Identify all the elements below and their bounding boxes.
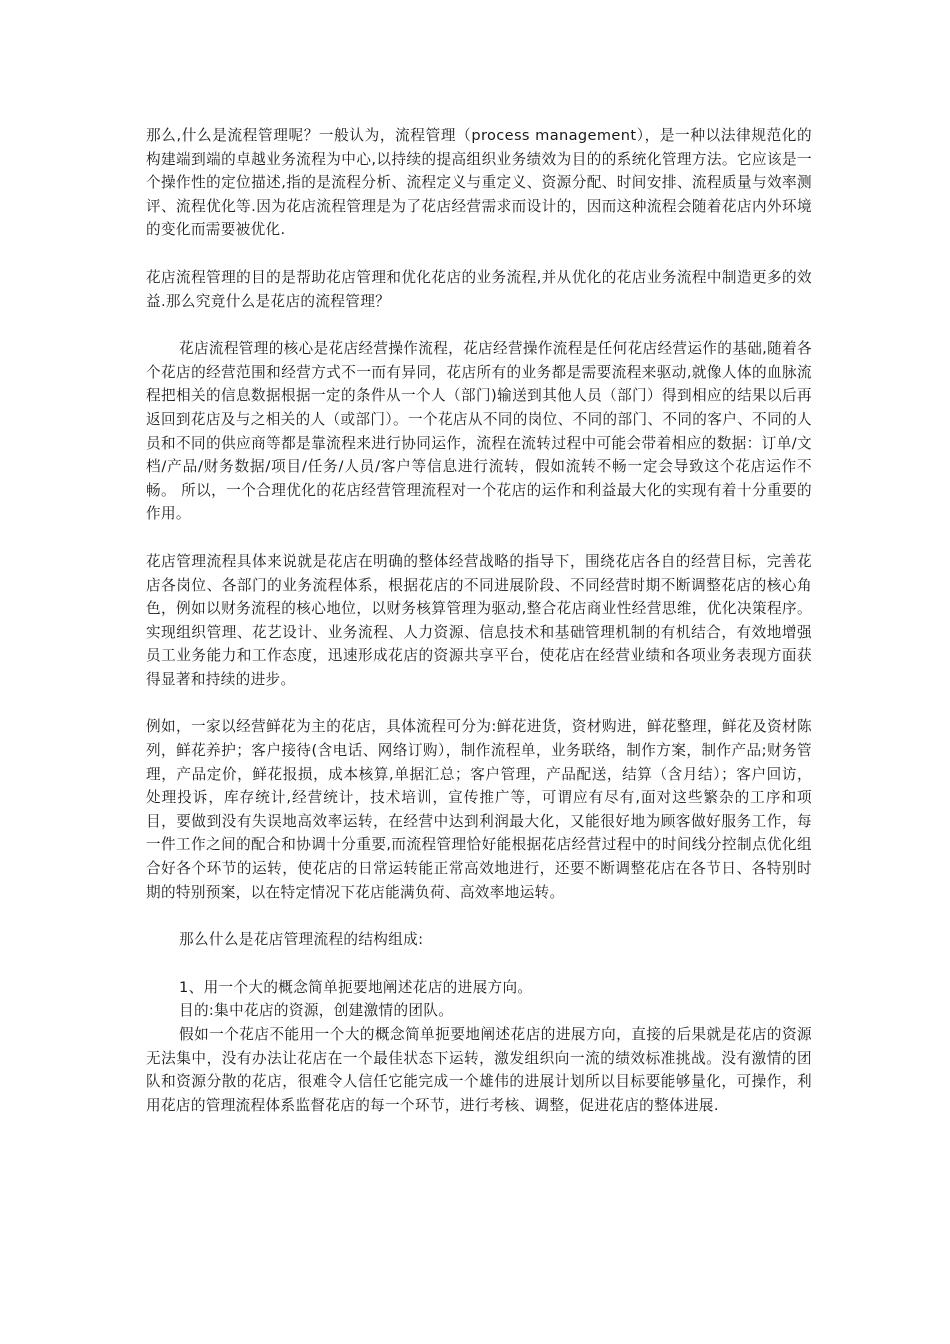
paragraph-core: 花店流程管理的核心是花店经营操作流程，花店经营操作流程是任何花店经营运作的基础,随着各个花店的经营范围和经营方式不一而有异同，花店所有的业务都是需要流程来驱动,就像人体的血脉流程把相关的信息数据根据一定的条件从一个人（部门)输送到其他人员（部门）得到相应的结果以后再返回到花店及与之相关的人（或部门）。一个花店从不同的岗位、不同的部门、不同的客户、不同的人员和不同的供应商等都是靠流程来进行协同运作，流程在流转过程中可能会带着相应的数据：订单/文档/产品/财务数据/项目/任务/人员/客户等信息进行流转，假如流转不畅一定会导致这个花店运作不畅。 所以，一个合理优化的花店经营管理流程对一个花店的运作和利益最大化的实现有着十分重要的作用。 — [146, 340, 812, 523]
document-body — [146, 124, 812, 1117]
section-heading-structure: 那么什么是花店管理流程的结构组成: — [179, 931, 424, 949]
list-item-1: 1、用一个大的概念简单扼要地阐述花店的进展方向。 — [179, 978, 533, 996]
paragraph-explanation: 假如一个花店不能用一个大的概念简单扼要地阐述花店的进展方向，直接的后果就是花店的资源无法集中，没有办法让花店在一个最佳状态下运转，激发组织向一流的绩效标准挑战。没有激情的团队和资源分散的花店，很难令人信任它能完成一个雄伟的进展计划所以目标要能够量化，可操作，利用花店的管理流程体系监督花店的每一个环节，进行考核、调整，促进花店的整体进展. — [146, 1026, 812, 1114]
list-item-1-purpose: 目的:集中花店的资源，创建激情的团队。 — [179, 1002, 454, 1020]
paragraph-purpose: 花店流程管理的目的是帮助花店管理和优化花店的业务流程,并从优化的花店业务流程中制造更多的效益.那么究竟什么是花店的流程管理？ — [146, 268, 812, 310]
paragraph-specifics: 花店管理流程具体来说就是花店在明确的整体经营战略的指导下，围绕花店各自的经营目标，完善花店各岗位、各部门的业务流程体系，根据花店的不同进展阶段、不同经营时期不断调整花店的核心角色，例如以财务流程的核心地位，以财务核算管理为驱动,整合花店商业性经营思维，优化决策程序。实现组织管理、花艺设计、业务流程、人力资源、信息技术和基础管理机制的有机结合，有效地增强员工业务能力和工作态度，迅速形成花店的资源共享平台，使花店在经营业绩和各项业务表现方面获得显著和持续的进步。 — [146, 552, 812, 688]
paragraph-example: 例如，一家以经营鲜花为主的花店，具体流程可分为:鲜花进货，资材购进，鲜花整理，鲜花及资材陈列，鲜花养护；客户接待(含电话、网络订购），制作流程单，业务联络，制作方案，制作产品;财务管理，产品定价，鲜花报损，成本核算,单据汇总；客户管理，产品配送，结算（含月结）；客户回访，处理投诉，库存统计,经营统计，技术培训，宣传推广等，可谓应有尽有,面对这些繁杂的工序和项目，要做到没有失误地高效率运转，在经营中达到利润最大化，又能很好地为顾客做好服务工作，每一件工作之间的配合和协调十分重要,而流程管理恰好能根据花店经营过程中的时间线分控制点优化组合好各个环节的运转，使花店的日常运转能正常高效地进行，还要不断调整花店在各节日、各特别时期的特别预案，以在特定情况下花店能满负荷、高效率地运转。 — [146, 718, 812, 901]
paragraph-definition: 那么,什么是流程管理呢？一般认为，流程管理（process management），是一种以法律规范化的构建端到端的卓越业务流程为中心,以持续的提高组织业务绩效为目的的系统化管理方法。它应该是一个操作性的定位描述,指的是流程分析、流程定义与重定义、资源分配、时间安排、流程质量与效率测评、流程优化等.因为花店流程管理是为了花店经营需求而设计的，因而这种流程会随着花店内外环境的变化而需要被优化. — [146, 127, 812, 239]
